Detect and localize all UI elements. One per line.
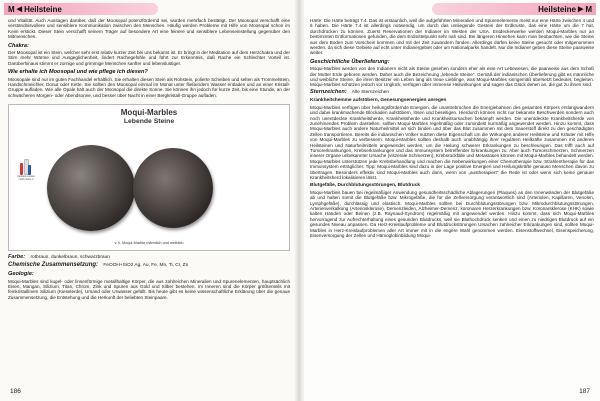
blutgefaesse-heading: Blutgefäße, Durchblutungsstörungen, Blutdruck	[310, 183, 421, 189]
seal-flag-icon	[20, 161, 32, 175]
moqui-photo-box	[8, 104, 290, 251]
seal-text: Heilsteinwissen methi Seite 2	[17, 175, 35, 182]
arrow-right-icon: ▶	[577, 6, 584, 13]
care-paragraph: Moosopale sind nur im guten Fachhandel erhältlich. Sie erhalten diesen Stein als Rohstein, polierte Scheiben und selten als Trommelstein, Handschmeichler, Donut oder Kette. Sie sollten den Moosopal einmal im Monat unter fließendem Wasser entladen und an einer Kristall-Gruppe aufladen. Wie alle Opale hält auch der Moosopal die direkte Sonne. Sie können ihn jedoch für kurze Zeit, bis eine Stunde, an der schwächeren Morgen- oder Abendsonne, und besser über Nacht in einer Bergkristall-Gruppe aufladen.	[8, 76, 290, 98]
left-page-header	[4, 3, 158, 15]
right-page-content	[310, 18, 594, 240]
page-number-right: 187	[579, 388, 590, 395]
section-title: Heilsteine	[24, 4, 62, 14]
sternzeichen-row	[310, 90, 594, 95]
sternzeichen-label: Sternzeichen:	[310, 88, 347, 95]
krankheit-paragraph: Moqui-Marbles verfügen über heilungsfördernde Energien, die unantrebrochen die Energiebahnen des gesamten Körpers entlangwandern und dabei krankmachende Blockaden aufstöbern, lösen und beseitigen. Hierdurch können nicht nur bekannte Beschwerden sondern auch noch unentdeckte Krankheitsherde, Krankheitsherde und Krankheitsursachen bekämpft werden. Die unentdeckte Krankheitsherde von zunehmendes Problem darstellen, sollten Moqui-Marbles regelmäßig oder zumindest kurmäßig angewendet werden. Hinzu kommt, dass Moqui-Marbles auch andere Naturheilmittel an sich binden und über das Blut zusammen mit dem Sauerstoff direkt zu den geschädigten Zellen transportieren. Bereits die indianischen Völker nutzten diese Eigenschaft um die Wirkungen anderer Heilsteine und Kräuter mit Hilfe von Moqui-Marbles zu verbessern. Moqui-Marbles sollten deshalb auch unabhängig ihrer regulären Heilkräfte zusammen mit anderen Heilsteinen und Naturheilmitteln angewendet werden, um die Heilung schwerer Erkrankungen zu beschleunigen. Das trifft auch auf Tumorerkrankungen, Krebserkrankungen und das Immunsystem betreffender Erkrankungen zu. Aber auch Tumorschmerzen, Schmerzen innerer Organe unbekannter Ursache (viszerale Schmerzen), Krebsrückfälle und Metastasen können mit Moqui-Marbles behandelt werden. Moqui-Marbles unterstützen jede Krebsbehandlung und machen die Nebenwirkungen einer Chemotherapie bzw. Strahlentherapie für das Immunsystem erträglicher. Tipp: Moqui-Marbles sind dazu in der Lage positive Energien und Heilungskräfte genauso Menschen davon zu übertragen. Besonders effektiv sind Moqui-Marbles auch dann, wenn von „austherapiert" die Rede ist oder wenn sich keine genauer Krankheitsherd lokalisieren lässt.	[310, 104, 594, 180]
arrow-left-icon: ◀	[16, 6, 23, 13]
krankheit-heading: Krankheitshemme aufstöbern, Genesungsenergien anregen	[310, 98, 447, 104]
farbe-label: Farbe:	[8, 254, 26, 261]
photo-title: Moqui-Marbles	[120, 108, 178, 118]
chem-label: Chemische Zusammensetzung:	[8, 261, 99, 268]
farbe-row	[8, 255, 290, 260]
sternzeichen-value: Alle Sternzeichen	[351, 89, 390, 95]
haerte-paragraph: Härte: Die Härte beträgt 7.4. Das ist erstaunlich, weil die aufgeführten Mineralien und Spurenelemente meist nur eine Härte zwischen 4 und 6 haben. Die Härte 7.4 ist allerdings notwendig, um durch das umliegende Gestein der Erdkruste, das eine Härte um die 7 hat, durchdrücken zu können. Zuerst Reservationen der Indianer im Westen der USA. Entdeckerwerke werden Moqui-Marbles nur an bestimmten Entformationen gefunden, die dem Erdmittelpunkt sehr nah sind. Bei längeren Hinsehen kann man beobachten, wie die Steine aus dem Boden zum Vorschein kommen und mit der Zeit zuwandern fünden. Allerdings dürfen keine Steine gesucht oder mitgenommen werden, da sich diese Gebiete auf echt unter Indianergebiet oder um Nationalparks handelt. Nur die Indianer geben diese Steine paarweise weiter.	[310, 18, 594, 56]
photo-subtitle: Lebende Steine	[123, 117, 175, 125]
letter-marker: M	[585, 4, 592, 14]
page-number-left: 186	[10, 388, 21, 395]
left-page-content	[8, 18, 290, 302]
moqui-marble-male-image	[47, 145, 135, 231]
care-heading: Wie erhalte ich Moosopal und wie pflege ich diesen?	[8, 69, 148, 76]
chakra-paragraph: Der Moosopal ist ein Stein, welcher sehr erst relativ kurzer Zeit bei uns bekannt ist. Er bringt in der Meditation auf dem Herzchakra und der Stirn mehr Wärme und Ausgeglichenheit, lindert Rachegefühle und führt zur Erkenntnis, daß Rache ein Schlechter Vorteil ist. Darüberhinaus stimmt er zornige und grimmige Menschen sanfter und lebenslustiger.	[8, 50, 290, 66]
right-page-header	[432, 3, 596, 15]
chem-value: FeOOH+SiO2 Ag, Au, Fe, Mn, Ti, Cr, Zn	[103, 262, 189, 268]
blutgefaesse-paragraph: Moqui-Marbles bauen bei regelmäßiger Anwendung gesundheitsschädliche Ablagerungen (Plaques) an den Innenwänden der Blutgefäße ab und halten somit die Blutgefäße bzw. Mikrogefäße, die für die Zellversorgung verantwortlich sind (Arteriolen, Kapillaren, Venolen, Lymphgefäße), durchlässig und elastisch. Moqui-Marbles sollten bei Durchblutungsstörungen bzw. Mikrodurchblutungsstörungen, Arterienverkalkung (Arteriosklerose), Demenzleiden, Alzheimer-Demenz, koronaren Herzerkrankungen bzw. Koronarsklerose (KHK) sowie kalten Händen oder Beinen (z.B. Raynaud-Syndrom) regelmäßig mit angewendet werden. Hinzu kommt, dass sich Moqui-Marbles hervorragend zur Aufrechterhaltung eines gesunden Blutdrucks, weil sie Bluthochdruck senken und einen zu niedrigen Blutdruck auf ein gesundes Niveau anpassen. Da Herz-Kreislaufprobleme und Blutdruckstörungen Ursachen zahlreicher Erkrankungen sind, sollten Moqui-Marbles in Herz-Kreislaufproblemen aller Art immer mit in die engere Wahl genommen werden. Eisenstoffwechsel, Eisenspeicherung, Eisenversorgung der Zellen und Hämoglobinbildung Moqui-	[310, 189, 594, 239]
intro-paragraph: und Vitalität. Auch Aussagen darüber, daß der Moosopal potenzfördernd sei, wurden mehrfach bestätigt. Der Moosopal verschafft eine verständnisvollere und sensiblere Kommunikation zwischen den Menschen. Häufig werden Probleme mit Hilfe von Moosopal schon im Keim erstickt. Dieser Stein verschafft seinem Träger auf besondere Art eine feinere und sensiblere Lebenseinstellung gegenüber den Mitmenschen.	[8, 18, 290, 40]
chakra-heading: Chakra:	[8, 42, 29, 49]
geologie-paragraph: Moqui-Marbles sind kugel- oder linsenförmige metallhaltige Körper, die aus zahlreichen Mineralien und Spurenelementen, hauptsächlich Eisen, Mangan, Silizium, Titan, Chrom, Zink und Spuren aus Gold und Silber bestehen. Im Inneren sind die Körper größtenteils mit feinkristallinem Silizium (Kieselerde), Ursand oder Urwasser gefüllt. Bis heute gibt es keine wissenschaftliche Erklärung über die genaue Zusammensetzung, die Entstehung und die Herkunft der beliebten Steinpaare.	[8, 278, 290, 300]
geologie-heading: Geologie:	[8, 271, 34, 278]
section-title: Heilsteine	[538, 4, 576, 14]
history-heading: Geschichtliche Überlieferung:	[310, 58, 390, 65]
letter-marker: M	[8, 4, 15, 14]
farbe-value: rotbraun, dunkelbraun, schwarzbraun	[30, 255, 110, 261]
photo-caption: v. li. Moqui-Marble männlich und weiblich	[114, 240, 184, 245]
watermark-seal	[15, 161, 37, 187]
right-page	[304, 0, 600, 401]
chem-row	[8, 263, 290, 268]
left-page	[0, 0, 296, 401]
history-paragraph: Moqui-Marbles werden von den Indianern nicht als Steine gesehen sondern eher als eine Art Lebewesen, die paarweise aus dem Schoß der Mutter Erde geboren werden. Daher auch die Bezeichnung „lebende Steine". Gemäß der indianischen Überlieferung gibt es männliche und weibliche Steine, die ihren Besitzer ein Leben lang als treue Lieblinge, was Moqui-Marbles sinngemäß übersetzt bedeutet, begleiten. Moqui-Marbles schützen jedoch vor Unglück, verfügen über immense Heilwirkungen und sagen das Glück denen an, die gut zu ihnen sind.	[310, 66, 594, 88]
moqui-marble-female-image	[133, 148, 213, 228]
